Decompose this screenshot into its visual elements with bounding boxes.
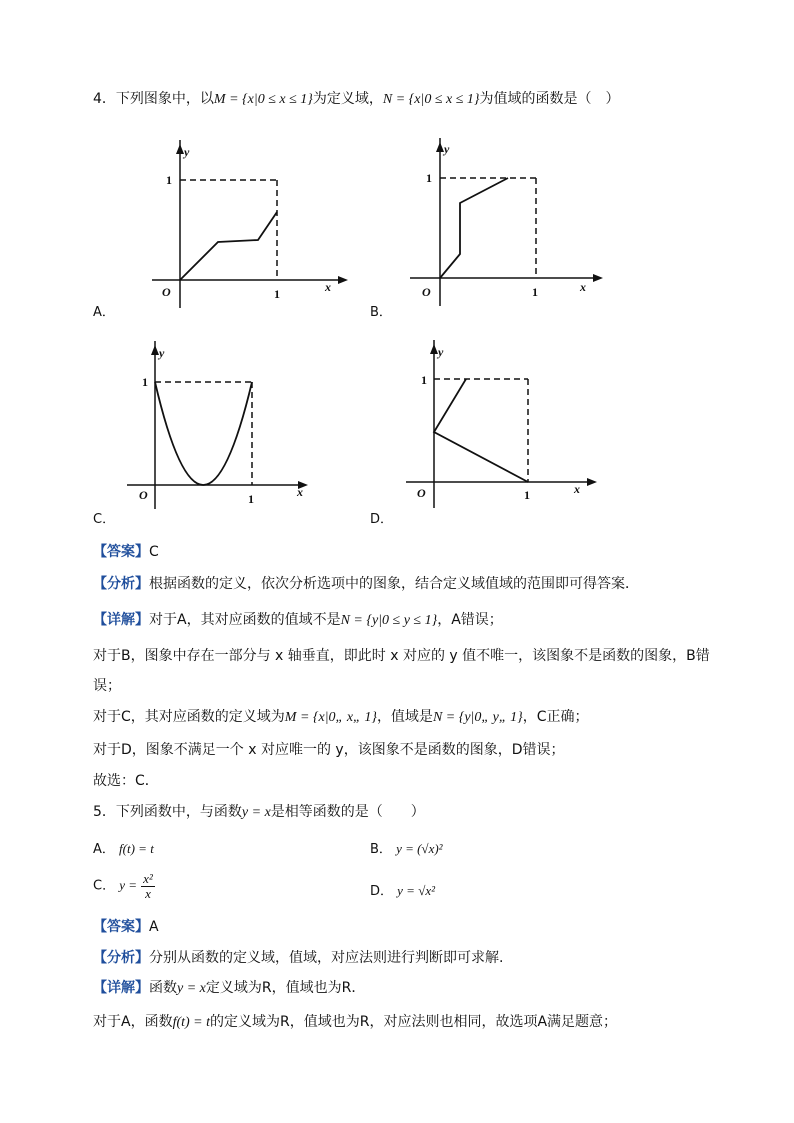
graph-a-y-label: y bbox=[184, 145, 190, 159]
graph-b bbox=[408, 138, 618, 308]
q5-stem-func: y = x bbox=[241, 805, 271, 820]
q4-detail-tag: 【详解】 bbox=[93, 612, 149, 628]
q5-option-c bbox=[93, 872, 155, 900]
q5-detail-2-text: 对于A，函数 bbox=[93, 1014, 173, 1030]
q4-M-set: M = {x|0 ≤ x ≤ 1} bbox=[213, 92, 313, 107]
graph-d-y-label: y bbox=[438, 345, 444, 359]
graph-d-origin: O bbox=[417, 486, 426, 500]
q5-option-d-label: D． bbox=[370, 884, 394, 899]
q4-stem-suffix: 为值域的函数是（ ） bbox=[479, 91, 620, 107]
q5-option-c-label: C． bbox=[93, 878, 116, 894]
q5-analysis-text: 分别从函数的定义域，值域，对应法则进行判断即可求解. bbox=[149, 950, 504, 966]
graph-c-x-label: x bbox=[297, 485, 303, 499]
q5-option-c-fraction bbox=[141, 872, 155, 900]
q5-option-a bbox=[93, 838, 154, 857]
q4-option-b-label: B． bbox=[370, 305, 392, 320]
q4-stem-prefix: 4．下列图象中，以 bbox=[93, 91, 214, 107]
q4-detail-3-mid: ，值域是 bbox=[376, 709, 433, 725]
q4-detail-3 bbox=[93, 706, 589, 726]
q4-detail-2b: 误； bbox=[93, 678, 121, 694]
graph-d-one-x: 1 bbox=[524, 488, 530, 502]
q4-detail-1-text: 对于A，其对应函数的值域不是 bbox=[149, 612, 341, 628]
q4-stem-mid: 为定义域， bbox=[312, 91, 383, 107]
q4-option-a-label: A． bbox=[93, 305, 115, 320]
q4-analysis bbox=[93, 573, 639, 593]
q4-detail-3-set2: N = {y|0„ y„ 1} bbox=[432, 710, 523, 725]
graph-b-x-label: x bbox=[580, 280, 586, 294]
q4-N-set: N = {x|0 ≤ x ≤ 1} bbox=[382, 92, 480, 107]
graph-c-origin: O bbox=[139, 488, 148, 502]
q5-option-c-denominator: x bbox=[145, 885, 151, 901]
q5-option-a-label: A． bbox=[93, 842, 115, 857]
q5-detail-1-end: 定义域为R，值域也为R． bbox=[205, 980, 366, 996]
q5-detail-1-func: y = x bbox=[177, 981, 206, 996]
q4-analysis-tag: 【分析】 bbox=[93, 576, 149, 592]
q5-detail-2-func: f(t) = t bbox=[172, 1015, 211, 1030]
q5-option-d-expr: y = √x² bbox=[397, 883, 436, 898]
q5-detail-1-text: 函数 bbox=[149, 980, 177, 996]
q4-conclusion: 故选：C． bbox=[93, 773, 159, 789]
q5-detail-2-end: 的定义域为R，值域也为R，对应法则也相同，故选项A满足题意； bbox=[210, 1014, 618, 1030]
graph-a bbox=[150, 140, 360, 310]
q4-detail-4: 对于D，图象不满足一个 x 对应唯一的 y，该图象不是函数的图象，D错误； bbox=[93, 742, 565, 758]
q5-option-c-pre: y = bbox=[119, 877, 138, 893]
graph-d bbox=[404, 340, 614, 510]
q4-analysis-text: 根据函数的定义，依次分析选项中的图象，结合定义域值域的范围即可得答案． bbox=[149, 576, 639, 592]
graph-a-one-x: 1 bbox=[274, 287, 280, 301]
q4-answer-tag: 【答案】 bbox=[93, 544, 149, 560]
graph-c bbox=[125, 341, 335, 511]
q5-analysis-tag: 【分析】 bbox=[93, 950, 149, 966]
q5-analysis bbox=[93, 947, 503, 967]
q4-stem bbox=[93, 88, 620, 108]
graph-a-x-label: x bbox=[325, 280, 331, 294]
graph-b-origin: O bbox=[422, 285, 431, 299]
q4-option-d-label: D． bbox=[370, 512, 394, 527]
q5-answer-value: A bbox=[149, 919, 159, 935]
q4-option-c-label: C． bbox=[93, 512, 116, 527]
graph-c-one-x: 1 bbox=[248, 492, 254, 506]
q4-detail-2a: 对于B，图象中存在一部分与 x 轴垂直，即此时 x 对应的 y 值不唯一，该图象不是函数的图象，B错 bbox=[93, 648, 710, 664]
graph-a-origin: O bbox=[162, 285, 171, 299]
q5-stem-prefix: 5．下列函数中，与函数 bbox=[93, 804, 242, 820]
q5-answer bbox=[93, 916, 159, 936]
q4-answer-value: C bbox=[149, 544, 159, 560]
q5-stem-suffix: 是相等函数的是（ ） bbox=[270, 804, 425, 820]
graph-d-one-y: 1 bbox=[421, 373, 427, 387]
q5-detail-2 bbox=[93, 1011, 617, 1031]
graph-d-x-label: x bbox=[574, 482, 580, 496]
graph-a-one-y: 1 bbox=[166, 173, 172, 187]
q5-answer-tag: 【答案】 bbox=[93, 919, 149, 935]
graph-b-one-y: 1 bbox=[426, 171, 432, 185]
q4-answer bbox=[93, 541, 159, 561]
q5-option-b bbox=[370, 838, 443, 857]
graph-c-one-y: 1 bbox=[142, 375, 148, 389]
q5-stem bbox=[93, 801, 425, 821]
q4-detail-3-set: M = {x|0„ x„ 1} bbox=[284, 710, 377, 725]
graph-b-y-label: y bbox=[444, 142, 450, 156]
q4-detail-3-end: ，C正确； bbox=[522, 709, 589, 725]
q5-option-a-expr: f(t) = t bbox=[119, 841, 154, 856]
q5-option-d bbox=[370, 880, 435, 899]
q4-detail-3-text: 对于C，其对应函数的定义域为 bbox=[93, 709, 285, 725]
q4-detail-1 bbox=[93, 609, 503, 629]
q5-detail-tag: 【详解】 bbox=[93, 980, 149, 996]
q5-detail-1 bbox=[93, 977, 365, 997]
q4-detail-1-set: N = {y|0 ≤ y ≤ 1} bbox=[340, 613, 438, 628]
graph-c-y-label: y bbox=[159, 346, 165, 360]
q5-option-b-label: B． bbox=[370, 842, 392, 857]
q5-option-c-numerator: x² bbox=[143, 871, 153, 886]
q5-option-b-expr: y = (√x)² bbox=[396, 841, 443, 856]
graph-b-one-x: 1 bbox=[532, 285, 538, 299]
q4-detail-1-end: ，A错误； bbox=[437, 612, 503, 628]
